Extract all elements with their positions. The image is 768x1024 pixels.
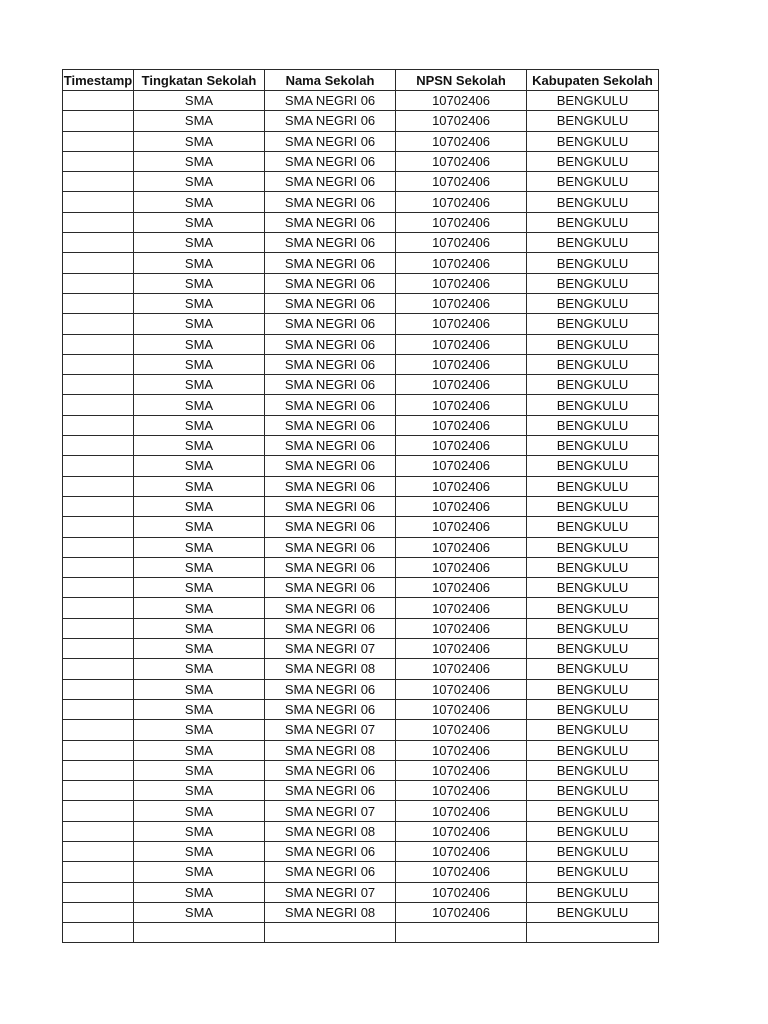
cell-nama-sekolah: SMA NEGRI 06 <box>265 699 396 719</box>
cell-nama-sekolah: SMA NEGRI 06 <box>265 436 396 456</box>
table-row <box>63 456 659 476</box>
cell-nama-sekolah: SMA NEGRI 06 <box>265 334 396 354</box>
cell-nama-sekolah: SMA NEGRI 06 <box>265 354 396 374</box>
cell-timestamp <box>63 801 134 821</box>
cell-nama-sekolah: SMA NEGRI 06 <box>265 557 396 577</box>
cell-tingkatan-sekolah: SMA <box>134 334 265 354</box>
cell-timestamp <box>63 375 134 395</box>
cell-npsn-sekolah: 10702406 <box>396 415 527 435</box>
cell-npsn-sekolah: 10702406 <box>396 578 527 598</box>
cell-tingkatan-sekolah: SMA <box>134 578 265 598</box>
cell-nama-sekolah: SMA NEGRI 07 <box>265 639 396 659</box>
cell-timestamp <box>63 760 134 780</box>
cell-kabupaten-sekolah: BENGKULU <box>527 91 659 111</box>
cell-tingkatan-sekolah: SMA <box>134 131 265 151</box>
cell-nama-sekolah: SMA NEGRI 06 <box>265 456 396 476</box>
cell-npsn-sekolah: 10702406 <box>396 212 527 232</box>
cell-timestamp <box>63 841 134 861</box>
cell-npsn-sekolah: 10702406 <box>396 862 527 882</box>
cell-timestamp <box>63 192 134 212</box>
cell-timestamp <box>63 496 134 516</box>
cell-npsn-sekolah: 10702406 <box>396 496 527 516</box>
cell-timestamp <box>63 151 134 171</box>
table-row <box>63 415 659 435</box>
cell-npsn-sekolah: 10702406 <box>396 679 527 699</box>
cell-tingkatan-sekolah: SMA <box>134 415 265 435</box>
table-row <box>63 91 659 111</box>
cell-nama-sekolah: SMA NEGRI 08 <box>265 902 396 922</box>
cell-kabupaten-sekolah: BENGKULU <box>527 395 659 415</box>
cell-npsn-sekolah: 10702406 <box>396 781 527 801</box>
cell-tingkatan-sekolah: SMA <box>134 720 265 740</box>
cell-npsn-sekolah: 10702406 <box>396 273 527 293</box>
cell-nama-sekolah: SMA NEGRI 06 <box>265 375 396 395</box>
cell-timestamp <box>63 923 134 943</box>
cell-timestamp <box>63 476 134 496</box>
table-row <box>63 436 659 456</box>
cell-kabupaten-sekolah: BENGKULU <box>527 557 659 577</box>
cell-npsn-sekolah: 10702406 <box>396 476 527 496</box>
cell-tingkatan-sekolah: SMA <box>134 781 265 801</box>
cell-nama-sekolah: SMA NEGRI 06 <box>265 415 396 435</box>
table-row <box>63 517 659 537</box>
cell-timestamp <box>63 679 134 699</box>
cell-kabupaten-sekolah: BENGKULU <box>527 436 659 456</box>
cell-nama-sekolah: SMA NEGRI 06 <box>265 537 396 557</box>
cell-kabupaten-sekolah: BENGKULU <box>527 862 659 882</box>
table-row <box>63 273 659 293</box>
table-row <box>63 841 659 861</box>
cell-npsn-sekolah: 10702406 <box>396 354 527 374</box>
cell-npsn-sekolah: 10702406 <box>396 659 527 679</box>
cell-tingkatan-sekolah: SMA <box>134 760 265 780</box>
cell-npsn-sekolah: 10702406 <box>396 91 527 111</box>
cell-npsn-sekolah: 10702406 <box>396 639 527 659</box>
header-nama-sekolah: Nama Sekolah <box>265 70 396 91</box>
cell-tingkatan-sekolah: SMA <box>134 841 265 861</box>
table-row <box>63 720 659 740</box>
cell-nama-sekolah: SMA NEGRI 06 <box>265 760 396 780</box>
cell-tingkatan-sekolah <box>134 923 265 943</box>
cell-kabupaten-sekolah: BENGKULU <box>527 902 659 922</box>
cell-tingkatan-sekolah: SMA <box>134 639 265 659</box>
cell-nama-sekolah: SMA NEGRI 06 <box>265 192 396 212</box>
cell-kabupaten-sekolah: BENGKULU <box>527 172 659 192</box>
table-row <box>63 233 659 253</box>
cell-timestamp <box>63 598 134 618</box>
table-row <box>63 354 659 374</box>
cell-tingkatan-sekolah: SMA <box>134 436 265 456</box>
cell-kabupaten-sekolah: BENGKULU <box>527 760 659 780</box>
table-row <box>63 578 659 598</box>
cell-kabupaten-sekolah: BENGKULU <box>527 415 659 435</box>
cell-kabupaten-sekolah: BENGKULU <box>527 882 659 902</box>
cell-tingkatan-sekolah: SMA <box>134 456 265 476</box>
cell-timestamp <box>63 720 134 740</box>
cell-kabupaten-sekolah: BENGKULU <box>527 151 659 171</box>
cell-kabupaten-sekolah: BENGKULU <box>527 699 659 719</box>
cell-timestamp <box>63 862 134 882</box>
table-row <box>63 192 659 212</box>
cell-nama-sekolah: SMA NEGRI 06 <box>265 253 396 273</box>
cell-kabupaten-sekolah: BENGKULU <box>527 375 659 395</box>
cell-npsn-sekolah: 10702406 <box>396 192 527 212</box>
table-row <box>63 395 659 415</box>
cell-timestamp <box>63 639 134 659</box>
table-row <box>63 862 659 882</box>
cell-kabupaten-sekolah: BENGKULU <box>527 293 659 313</box>
cell-tingkatan-sekolah: SMA <box>134 192 265 212</box>
cell-tingkatan-sekolah: SMA <box>134 537 265 557</box>
cell-tingkatan-sekolah: SMA <box>134 598 265 618</box>
table-row <box>63 293 659 313</box>
cell-npsn-sekolah: 10702406 <box>396 618 527 638</box>
data-table <box>62 69 659 943</box>
table-row <box>63 314 659 334</box>
cell-kabupaten-sekolah: BENGKULU <box>527 456 659 476</box>
cell-tingkatan-sekolah: SMA <box>134 314 265 334</box>
cell-kabupaten-sekolah: BENGKULU <box>527 212 659 232</box>
table-row <box>63 557 659 577</box>
cell-timestamp <box>63 354 134 374</box>
cell-tingkatan-sekolah: SMA <box>134 212 265 232</box>
cell-npsn-sekolah: 10702406 <box>396 131 527 151</box>
table-row <box>63 375 659 395</box>
cell-nama-sekolah: SMA NEGRI 06 <box>265 476 396 496</box>
cell-tingkatan-sekolah: SMA <box>134 862 265 882</box>
cell-npsn-sekolah: 10702406 <box>396 699 527 719</box>
cell-tingkatan-sekolah: SMA <box>134 233 265 253</box>
cell-kabupaten-sekolah: BENGKULU <box>527 841 659 861</box>
cell-nama-sekolah: SMA NEGRI 06 <box>265 862 396 882</box>
cell-timestamp <box>63 902 134 922</box>
table-row <box>63 537 659 557</box>
cell-timestamp <box>63 821 134 841</box>
cell-nama-sekolah: SMA NEGRI 06 <box>265 151 396 171</box>
cell-timestamp <box>63 517 134 537</box>
table-row <box>63 151 659 171</box>
cell-npsn-sekolah: 10702406 <box>396 151 527 171</box>
table-row <box>63 476 659 496</box>
table-row <box>63 923 659 943</box>
table-row <box>63 821 659 841</box>
table-row <box>63 639 659 659</box>
cell-timestamp <box>63 781 134 801</box>
header-timestamp: Timestamp <box>63 70 134 91</box>
cell-kabupaten-sekolah: BENGKULU <box>527 131 659 151</box>
cell-npsn-sekolah: 10702406 <box>396 537 527 557</box>
cell-nama-sekolah: SMA NEGRI 06 <box>265 91 396 111</box>
cell-tingkatan-sekolah: SMA <box>134 659 265 679</box>
cell-tingkatan-sekolah: SMA <box>134 354 265 374</box>
cell-npsn-sekolah: 10702406 <box>396 436 527 456</box>
table-row <box>63 679 659 699</box>
cell-timestamp <box>63 395 134 415</box>
cell-kabupaten-sekolah: BENGKULU <box>527 111 659 131</box>
cell-timestamp <box>63 456 134 476</box>
cell-nama-sekolah: SMA NEGRI 06 <box>265 841 396 861</box>
cell-timestamp <box>63 91 134 111</box>
cell-tingkatan-sekolah: SMA <box>134 151 265 171</box>
cell-timestamp <box>63 557 134 577</box>
cell-npsn-sekolah: 10702406 <box>396 760 527 780</box>
cell-timestamp <box>63 334 134 354</box>
cell-kabupaten-sekolah: BENGKULU <box>527 801 659 821</box>
cell-npsn-sekolah: 10702406 <box>396 841 527 861</box>
cell-tingkatan-sekolah: SMA <box>134 375 265 395</box>
cell-nama-sekolah: SMA NEGRI 06 <box>265 598 396 618</box>
cell-kabupaten-sekolah: BENGKULU <box>527 192 659 212</box>
header-npsn-sekolah: NPSN Sekolah <box>396 70 527 91</box>
cell-nama-sekolah: SMA NEGRI 06 <box>265 395 396 415</box>
cell-timestamp <box>63 436 134 456</box>
cell-npsn-sekolah: 10702406 <box>396 395 527 415</box>
cell-nama-sekolah: SMA NEGRI 07 <box>265 801 396 821</box>
cell-kabupaten-sekolah: BENGKULU <box>527 821 659 841</box>
cell-nama-sekolah: SMA NEGRI 06 <box>265 111 396 131</box>
cell-npsn-sekolah: 10702406 <box>396 801 527 821</box>
cell-tingkatan-sekolah: SMA <box>134 293 265 313</box>
cell-npsn-sekolah: 10702406 <box>396 375 527 395</box>
cell-nama-sekolah: SMA NEGRI 06 <box>265 679 396 699</box>
table-row <box>63 334 659 354</box>
cell-kabupaten-sekolah: BENGKULU <box>527 476 659 496</box>
cell-nama-sekolah: SMA NEGRI 06 <box>265 314 396 334</box>
cell-nama-sekolah: SMA NEGRI 06 <box>265 172 396 192</box>
table-row <box>63 212 659 232</box>
cell-timestamp <box>63 131 134 151</box>
cell-nama-sekolah: SMA NEGRI 06 <box>265 618 396 638</box>
cell-kabupaten-sekolah: BENGKULU <box>527 354 659 374</box>
cell-nama-sekolah: SMA NEGRI 07 <box>265 720 396 740</box>
cell-timestamp <box>63 273 134 293</box>
cell-timestamp <box>63 293 134 313</box>
cell-tingkatan-sekolah: SMA <box>134 618 265 638</box>
cell-kabupaten-sekolah: BENGKULU <box>527 679 659 699</box>
cell-nama-sekolah: SMA NEGRI 06 <box>265 131 396 151</box>
cell-npsn-sekolah: 10702406 <box>396 233 527 253</box>
header-tingkatan-sekolah: Tingkatan Sekolah <box>134 70 265 91</box>
cell-timestamp <box>63 537 134 557</box>
table-row <box>63 882 659 902</box>
table-row <box>63 760 659 780</box>
table-body <box>63 91 659 943</box>
table-header <box>63 70 659 91</box>
cell-timestamp <box>63 172 134 192</box>
table-row <box>63 618 659 638</box>
cell-tingkatan-sekolah: SMA <box>134 882 265 902</box>
table-row <box>63 699 659 719</box>
cell-nama-sekolah: SMA NEGRI 06 <box>265 233 396 253</box>
cell-timestamp <box>63 415 134 435</box>
cell-nama-sekolah: SMA NEGRI 08 <box>265 740 396 760</box>
cell-timestamp <box>63 882 134 902</box>
cell-nama-sekolah: SMA NEGRI 06 <box>265 781 396 801</box>
cell-tingkatan-sekolah: SMA <box>134 517 265 537</box>
cell-timestamp <box>63 659 134 679</box>
cell-nama-sekolah: SMA NEGRI 07 <box>265 882 396 902</box>
cell-timestamp <box>63 314 134 334</box>
cell-npsn-sekolah: 10702406 <box>396 882 527 902</box>
cell-tingkatan-sekolah: SMA <box>134 91 265 111</box>
cell-tingkatan-sekolah: SMA <box>134 273 265 293</box>
cell-nama-sekolah: SMA NEGRI 06 <box>265 212 396 232</box>
cell-tingkatan-sekolah: SMA <box>134 496 265 516</box>
cell-kabupaten-sekolah: BENGKULU <box>527 517 659 537</box>
cell-kabupaten-sekolah: BENGKULU <box>527 740 659 760</box>
cell-tingkatan-sekolah: SMA <box>134 740 265 760</box>
cell-npsn-sekolah: 10702406 <box>396 740 527 760</box>
cell-npsn-sekolah: 10702406 <box>396 253 527 273</box>
cell-kabupaten-sekolah: BENGKULU <box>527 659 659 679</box>
cell-timestamp <box>63 253 134 273</box>
table-row <box>63 496 659 516</box>
table-row <box>63 740 659 760</box>
cell-nama-sekolah: SMA NEGRI 06 <box>265 273 396 293</box>
cell-tingkatan-sekolah: SMA <box>134 801 265 821</box>
table-row <box>63 253 659 273</box>
table-row <box>63 801 659 821</box>
cell-npsn-sekolah: 10702406 <box>396 557 527 577</box>
cell-nama-sekolah: SMA NEGRI 06 <box>265 578 396 598</box>
cell-tingkatan-sekolah: SMA <box>134 253 265 273</box>
cell-nama-sekolah <box>265 923 396 943</box>
cell-nama-sekolah: SMA NEGRI 06 <box>265 496 396 516</box>
cell-npsn-sekolah: 10702406 <box>396 456 527 476</box>
table-row <box>63 781 659 801</box>
cell-kabupaten-sekolah: BENGKULU <box>527 334 659 354</box>
cell-nama-sekolah: SMA NEGRI 06 <box>265 293 396 313</box>
cell-tingkatan-sekolah: SMA <box>134 111 265 131</box>
cell-npsn-sekolah: 10702406 <box>396 314 527 334</box>
cell-kabupaten-sekolah: BENGKULU <box>527 720 659 740</box>
cell-kabupaten-sekolah: BENGKULU <box>527 781 659 801</box>
cell-nama-sekolah: SMA NEGRI 06 <box>265 517 396 537</box>
table-row <box>63 659 659 679</box>
cell-timestamp <box>63 233 134 253</box>
cell-timestamp <box>63 212 134 232</box>
table-row <box>63 172 659 192</box>
cell-kabupaten-sekolah: BENGKULU <box>527 598 659 618</box>
cell-kabupaten-sekolah <box>527 923 659 943</box>
cell-timestamp <box>63 618 134 638</box>
header-kabupaten-sekolah: Kabupaten Sekolah <box>527 70 659 91</box>
table-row <box>63 598 659 618</box>
cell-kabupaten-sekolah: BENGKULU <box>527 537 659 557</box>
cell-timestamp <box>63 740 134 760</box>
cell-nama-sekolah: SMA NEGRI 08 <box>265 821 396 841</box>
header-row <box>63 70 659 91</box>
cell-tingkatan-sekolah: SMA <box>134 476 265 496</box>
cell-tingkatan-sekolah: SMA <box>134 821 265 841</box>
cell-npsn-sekolah: 10702406 <box>396 517 527 537</box>
cell-tingkatan-sekolah: SMA <box>134 699 265 719</box>
cell-npsn-sekolah: 10702406 <box>396 334 527 354</box>
cell-kabupaten-sekolah: BENGKULU <box>527 314 659 334</box>
cell-npsn-sekolah: 10702406 <box>396 821 527 841</box>
cell-tingkatan-sekolah: SMA <box>134 902 265 922</box>
table-row <box>63 131 659 151</box>
cell-kabupaten-sekolah: BENGKULU <box>527 496 659 516</box>
cell-npsn-sekolah: 10702406 <box>396 902 527 922</box>
cell-timestamp <box>63 578 134 598</box>
cell-tingkatan-sekolah: SMA <box>134 395 265 415</box>
cell-kabupaten-sekolah: BENGKULU <box>527 233 659 253</box>
cell-nama-sekolah: SMA NEGRI 08 <box>265 659 396 679</box>
cell-npsn-sekolah <box>396 923 527 943</box>
cell-kabupaten-sekolah: BENGKULU <box>527 253 659 273</box>
table-row <box>63 111 659 131</box>
table-row <box>63 902 659 922</box>
cell-npsn-sekolah: 10702406 <box>396 720 527 740</box>
cell-tingkatan-sekolah: SMA <box>134 172 265 192</box>
cell-kabupaten-sekolah: BENGKULU <box>527 639 659 659</box>
cell-npsn-sekolah: 10702406 <box>396 293 527 313</box>
cell-npsn-sekolah: 10702406 <box>396 598 527 618</box>
cell-npsn-sekolah: 10702406 <box>396 172 527 192</box>
cell-kabupaten-sekolah: BENGKULU <box>527 273 659 293</box>
cell-kabupaten-sekolah: BENGKULU <box>527 578 659 598</box>
cell-kabupaten-sekolah: BENGKULU <box>527 618 659 638</box>
cell-timestamp <box>63 699 134 719</box>
cell-timestamp <box>63 111 134 131</box>
cell-tingkatan-sekolah: SMA <box>134 557 265 577</box>
cell-tingkatan-sekolah: SMA <box>134 679 265 699</box>
cell-npsn-sekolah: 10702406 <box>396 111 527 131</box>
